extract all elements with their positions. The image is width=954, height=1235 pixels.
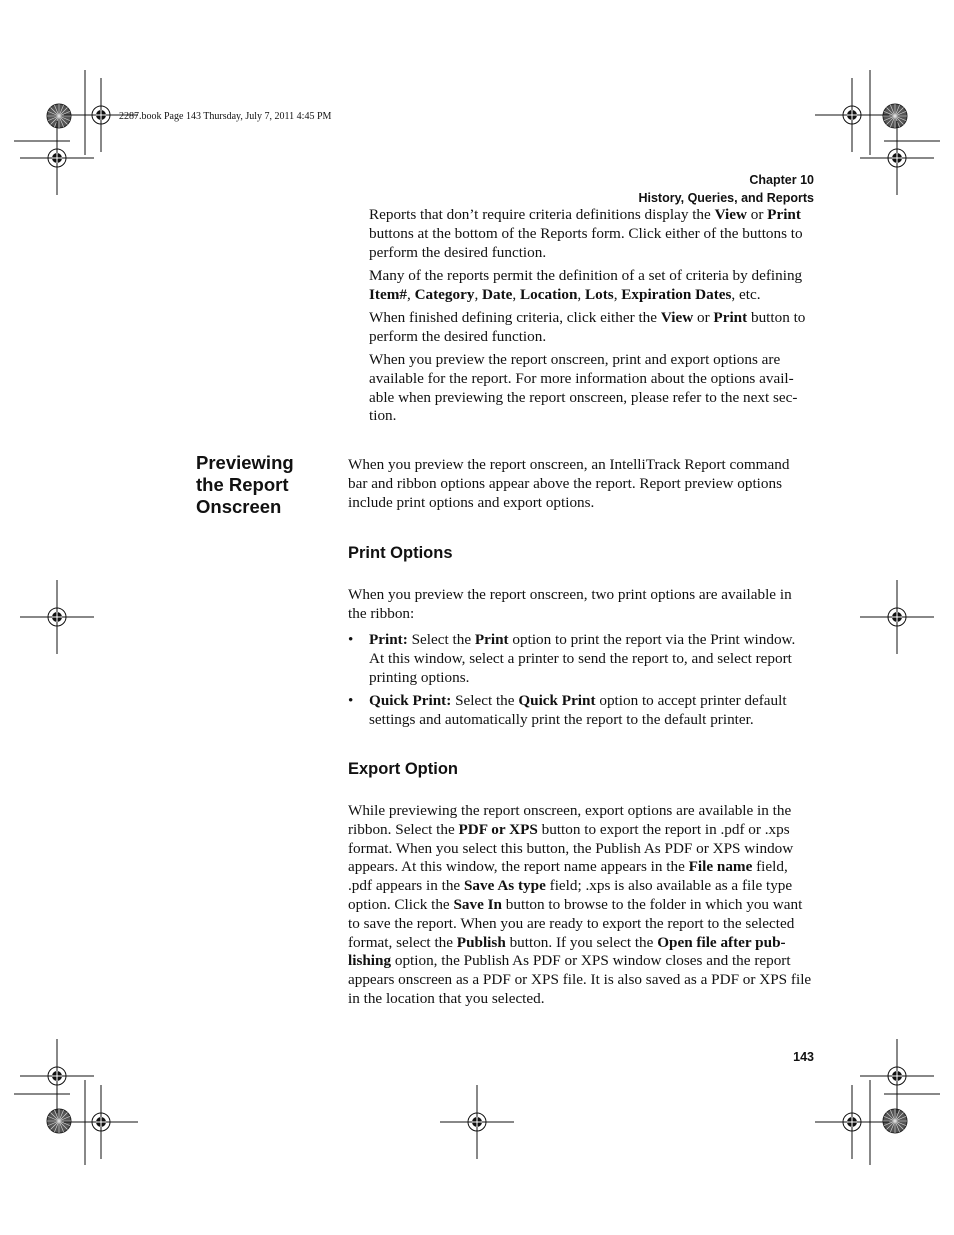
- export-option-heading: Export Option: [348, 760, 458, 778]
- chapter-title: History, Queries, and Reports: [638, 191, 814, 205]
- bullet-marker: •: [348, 631, 354, 648]
- chapter-label: Chapter 10: [749, 173, 814, 187]
- section-heading: Previewing the Report Onscreen: [196, 452, 294, 517]
- intro-paragraph-2: Many of the reports permit the definition of a set of criteria by defining Item#, Category, Date, Location, Lots, Expiration Dates, etc.: [369, 267, 803, 303]
- running-header: [638, 171, 814, 207]
- intro-paragraph-1: Reports that don’t require criteria definitions display the View or Print buttons at the bottom of the Reports form. Click either of the buttons to perform the desired function.: [369, 206, 803, 261]
- print-options-intro: When you preview the report onscreen, two print options are available in the ribbon:: [348, 586, 792, 622]
- print-options-heading: Print Options: [348, 544, 453, 562]
- bullet-print: • Print: Select the Print option to print the report via the Print window. At this window, select a printer to send the report to, and select report printing options.: [348, 631, 796, 686]
- print-slug: 2287.book Page 143 Thursday, July 7, 2011 4:45 PM: [119, 111, 332, 122]
- bullet-quick-print: • Quick Print: Select the Quick Print option to accept printer default settings and automatically print the report to the default printer.: [348, 692, 787, 728]
- section-body: When you preview the report onscreen, an IntelliTrack Report command bar and ribbon options appear above the report. Report preview options include print options and export options.: [348, 456, 790, 511]
- intro-paragraph-3: When finished defining criteria, click either the View or Print button to perform the desired function.: [369, 309, 806, 345]
- export-option-body: While previewing the report onscreen, export options are available in the ribbon. Select the PDF or XPS button to export the report in .pdf or .xps format. When you select this button, the Publish As PDF or XPS window appears. At this window, the report name appears in the File name field, .pdf appears in the Save As type field; .xps is also available as a file type option. Click the Save In button to browse to the folder in which you want to save the report. When you are ready to export the report to the selected format, select the Publish button. If you select the Open file after pub-lishing option, the Publish As PDF or XPS window closes and the report appears onscreen as a PDF or XPS file. It is also saved as a PDF or XPS file in the location that you selected.: [348, 802, 812, 1007]
- bullet-marker: •: [348, 692, 354, 709]
- intro-paragraph-4: When you preview the report onscreen, print and export options are available for the report. For more information about the options avail-able when previewing the report onscreen, please refer to the next sec-tion.: [369, 351, 798, 425]
- page-number: 143: [793, 1050, 814, 1064]
